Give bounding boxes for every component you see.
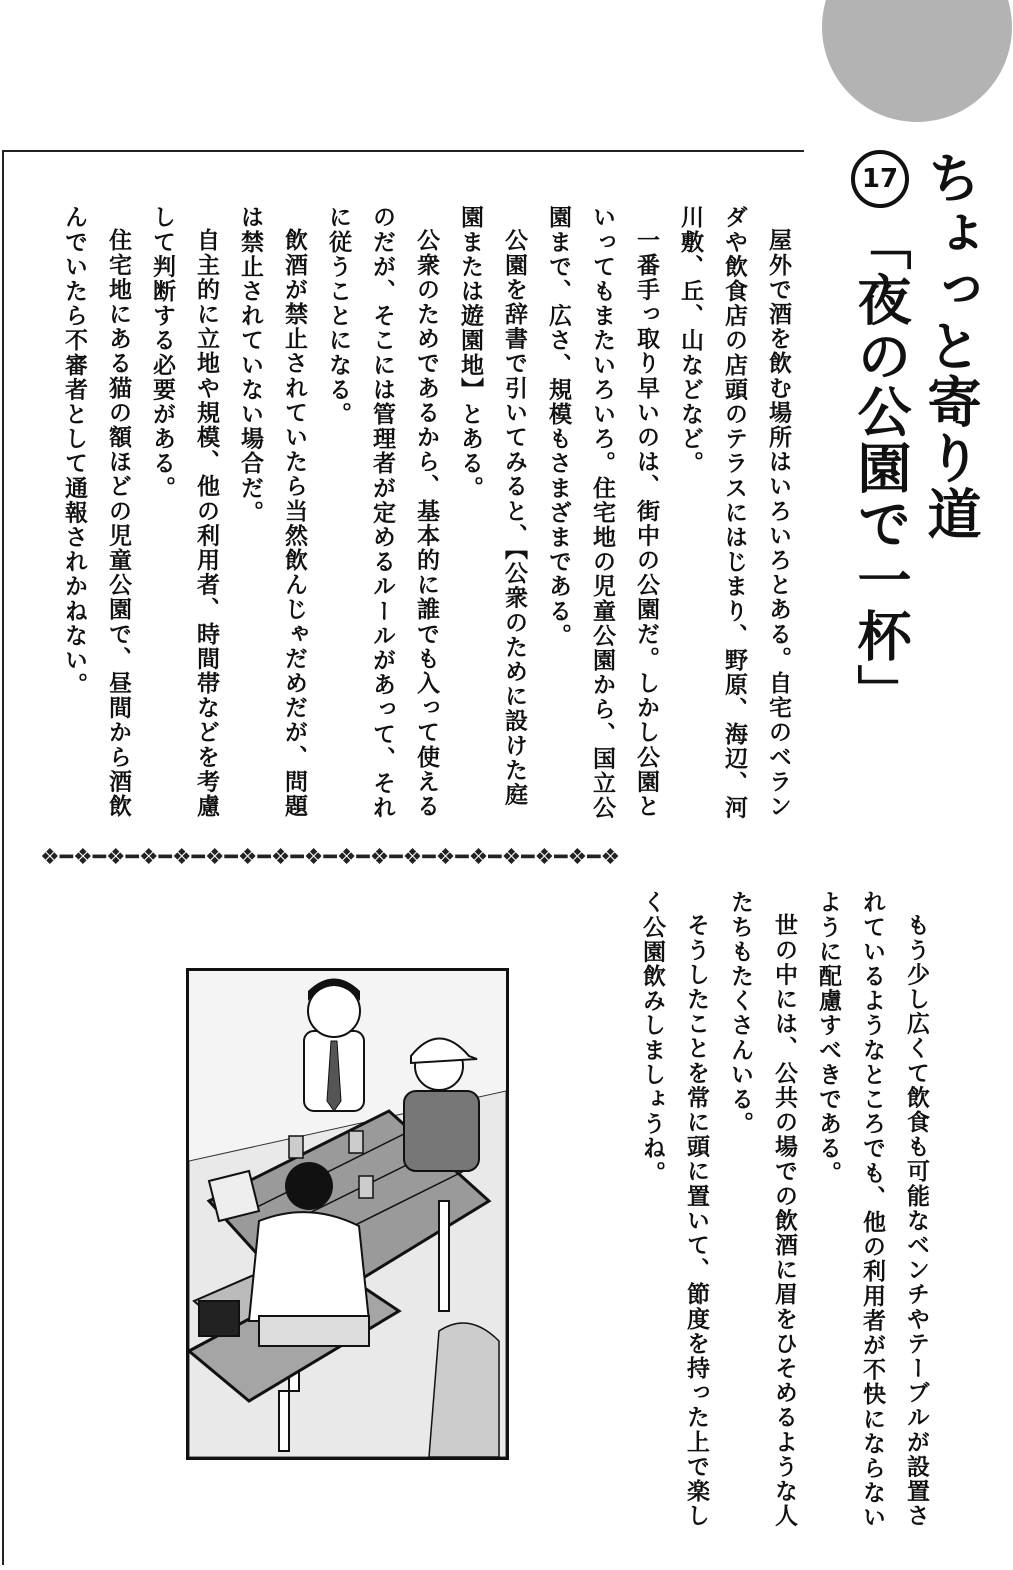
ornamental-divider: ❖━❖━❖━❖━❖━❖━❖━❖━❖━❖━❖━❖━❖━❖━❖━❖━❖━❖ [40,845,621,870]
column-title [835,150,985,790]
title-second-line [845,150,915,790]
park-drinking-illustration [186,968,509,1460]
paragraph: 住宅地にある猫の額ほどの児童公園で、昼間から酒飲んでいたら不審者として通報されかねない。 [61,205,132,819]
paragraph: 公衆のためであるから、基本的に誰でも入って使えるのだが、そこには管理者が定めるルールがあって、それに従うことになる。 [325,205,440,820]
paragraph: 自主的に立地や規模、他の利用者、時間帯などを考慮して判断する必要がある。 [149,205,220,819]
paragraph: 世の中には、公共の場での飲酒に眉をひそめるような人たちもたくさんいる。 [727,890,798,1528]
title-number-badge: 17 [851,150,909,208]
corner-circle-decoration [822,0,1012,122]
paragraph: そうしたことを常に頭に置いて、節度を持った上で楽しく公園飲みしましょうね。 [639,890,710,1528]
lower-body-text [618,890,938,1550]
title-line1: ちょっと寄り道 [919,150,982,542]
paragraph: 一番手っ取り早いのは、街中の公園だ。しかし公園といってもまたいろいろ。住宅地の児童公園から、国立公園まで、広さ、規模もさまざまである。 [545,205,660,820]
paragraph: もう少し広くて飲食も可能なベンチやテーブルが設置されているようなところでも、他の利用者が不快にならないように配慮すべきである。 [815,890,930,1530]
upper-body-text [40,205,800,825]
paragraph: 屋外で酒を飲む場所はいろいろとある。自宅のベランダや飲食店の店頭のテラスにはじまり、野原、海辺、河川敷、丘、山などなど。 [677,205,792,820]
illustration-drawing [189,971,506,1457]
title-line2: 「夜の公園で一杯」 [849,216,912,720]
paragraph: 公園を辞書で引いてみると、【公衆のために設けた庭園または遊園地】とある。 [457,205,528,807]
paragraph: 飲酒が禁止されていたら当然飲んじゃだめだが、問題は禁止されていない場合だ。 [237,205,308,819]
